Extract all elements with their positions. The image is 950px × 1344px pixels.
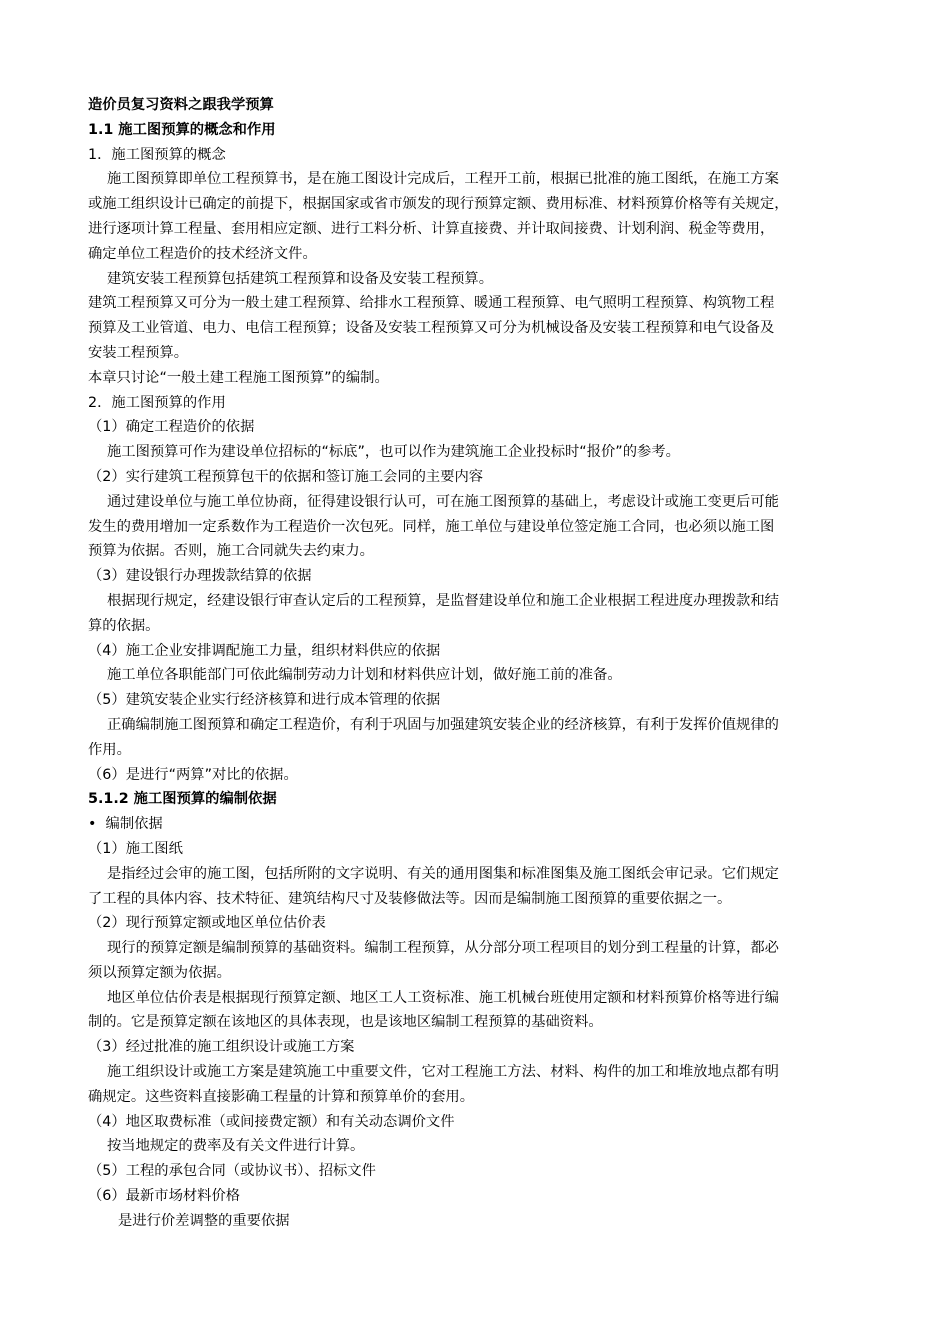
list-item-label: （3）建设银行办理拨款结算的依据 bbox=[88, 568, 312, 585]
paragraph-line: 预算及工业管道、电力、电信工程预算；设备及安装工程预算又可分为机械设备及安装工程预算和电气设备及 bbox=[88, 320, 775, 337]
paragraph-line: 施工单位各职能部门可依此编制劳动力计划和材料供应计划，做好施工前的准备。 bbox=[107, 667, 622, 684]
paragraph-line: 按当地规定的费率及有关文件进行计算。 bbox=[107, 1138, 365, 1155]
list-item-label: （5）工程的承包合同（或协议书）、招标文件 bbox=[88, 1163, 376, 1180]
paragraph-line: 施工图预算即单位工程预算书，是在施工图设计完成后，工程开工前，根据已批准的施工图纸，在施工方案 bbox=[107, 171, 779, 188]
list-item-label: （4）地区取费标准（或间接费定额）和有关动态调价文件 bbox=[88, 1113, 455, 1130]
list-item-label: （5）建筑安装企业实行经济核算和进行成本管理的依据 bbox=[88, 692, 441, 709]
paragraph-line: 根据现行规定，经建设银行审查认定后的工程预算，是监督建设单位和施工企业根据工程进度办理拨款和结 bbox=[107, 592, 779, 609]
paragraph-line: 建筑工程预算又可分为一般土建工程预算、给排水工程预算、暖通工程预算、电气照明工程预算、构筑物工程 bbox=[88, 295, 775, 312]
document-page bbox=[88, 93, 900, 1234]
paragraph-line: 安装工程预算。 bbox=[88, 344, 189, 361]
subheading-role: 2．施工图预算的作用 bbox=[88, 394, 226, 411]
list-item-label: （1）确定工程造价的依据 bbox=[88, 419, 255, 436]
paragraph-line: 制的。它是预算定额在该地区的具体表现，也是该地区编制工程预算的基础资料。 bbox=[88, 1014, 603, 1031]
paragraph-line: 是进行价差调整的重要依据 bbox=[118, 1212, 290, 1229]
paragraph-line: 须以预算定额为依据。 bbox=[88, 964, 231, 981]
section-heading-5-1-2: 5.1.2 施工图预算的编制依据 bbox=[88, 791, 277, 808]
paragraph-line: 作用。 bbox=[88, 741, 131, 758]
list-item-label: （6）是进行“两算”对比的依据。 bbox=[88, 766, 298, 783]
paragraph-line: 发生的费用增加一定系数作为工程造价一次包死。同样，施工单位与建设单位签定施工合同，也必须以施工图 bbox=[88, 518, 775, 535]
subheading-concept: 1．施工图预算的概念 bbox=[88, 146, 226, 163]
paragraph-line: 施工组织设计或施工方案是建筑施工中重要文件，它对工程施工方法、材料、构件的加工和堆放地点都有明 bbox=[107, 1064, 779, 1081]
paragraph-line: 施工图预算可作为建设单位招标的“标底”，也可以作为建筑施工企业投标时“报价”的参考。 bbox=[107, 444, 680, 461]
bullet-item: • 编制依据 bbox=[88, 816, 163, 833]
section-heading-1-1: 1.1 施工图预算的概念和作用 bbox=[88, 121, 276, 138]
paragraph-line: 地区单位估价表是根据现行预算定额、地区工人工资标准、施工机械台班使用定额和材料预算价格等进行编 bbox=[107, 989, 779, 1006]
paragraph-line: 预算为依据。否则，施工合同就失去约束力。 bbox=[88, 543, 374, 560]
list-item-label: （4）施工企业安排调配施工力量，组织材料供应的依据 bbox=[88, 642, 441, 659]
list-item-label: （2）实行建筑工程预算包干的依据和签订施工会同的主要内容 bbox=[88, 468, 484, 485]
paragraph-line: 确规定。这些资料直接影确工程量的计算和预算单价的套用。 bbox=[88, 1088, 475, 1105]
paragraph-line: 了工程的具体内容、技术特征、建筑结构尺寸及装修做法等。因而是编制施工图预算的重要依据之一。 bbox=[88, 890, 732, 907]
list-item-label: （3）经过批准的施工组织设计或施工方案 bbox=[88, 1039, 355, 1056]
list-item-label: （6）最新市场材料价格 bbox=[88, 1188, 241, 1205]
paragraph-line: 通过建设单位与施工单位协商，征得建设银行认可，可在施工图预算的基础上，考虑设计或施工变更后可能 bbox=[107, 493, 779, 510]
paragraph-line: 或施工组织设计已确定的前提下，根据国家或省市颁发的现行预算定额、费用标准、材料预算价格等有关规定， bbox=[88, 196, 789, 213]
paragraph-line: 确定单位工程造价的技术经济文件。 bbox=[88, 245, 317, 262]
list-item-label: （1）施工图纸 bbox=[88, 840, 183, 857]
paragraph-line: 现行的预算定额是编制预算的基础资料。编制工程预算，从分部分项工程项目的划分到工程量的计算，都必 bbox=[107, 940, 779, 957]
paragraph-line: 进行逐项计算工程量、套用相应定额、进行工料分析、计算直接费、并计取间接费、计划利润、税金等费用， bbox=[88, 220, 775, 237]
document-title: 造价员复习资料之跟我学预算 bbox=[88, 97, 274, 113]
list-item-label: （2）现行预算定额或地区单位估价表 bbox=[88, 915, 326, 932]
paragraph-line: 建筑安装工程预算包括建筑工程预算和设备及安装工程预算。 bbox=[107, 270, 494, 287]
paragraph-line: 本章只讨论“一般土建工程施工图预算”的编制。 bbox=[88, 369, 389, 386]
paragraph-line: 算的依据。 bbox=[88, 617, 160, 634]
paragraph-line: 正确编制施工图预算和确定工程造价，有利于巩固与加强建筑安装企业的经济核算，有利于发挥价值规律的 bbox=[107, 716, 779, 733]
paragraph-line: 是指经过会审的施工图，包括所附的文字说明、有关的通用图集和标准图集及施工图纸会审记录。它们规定 bbox=[107, 865, 779, 882]
